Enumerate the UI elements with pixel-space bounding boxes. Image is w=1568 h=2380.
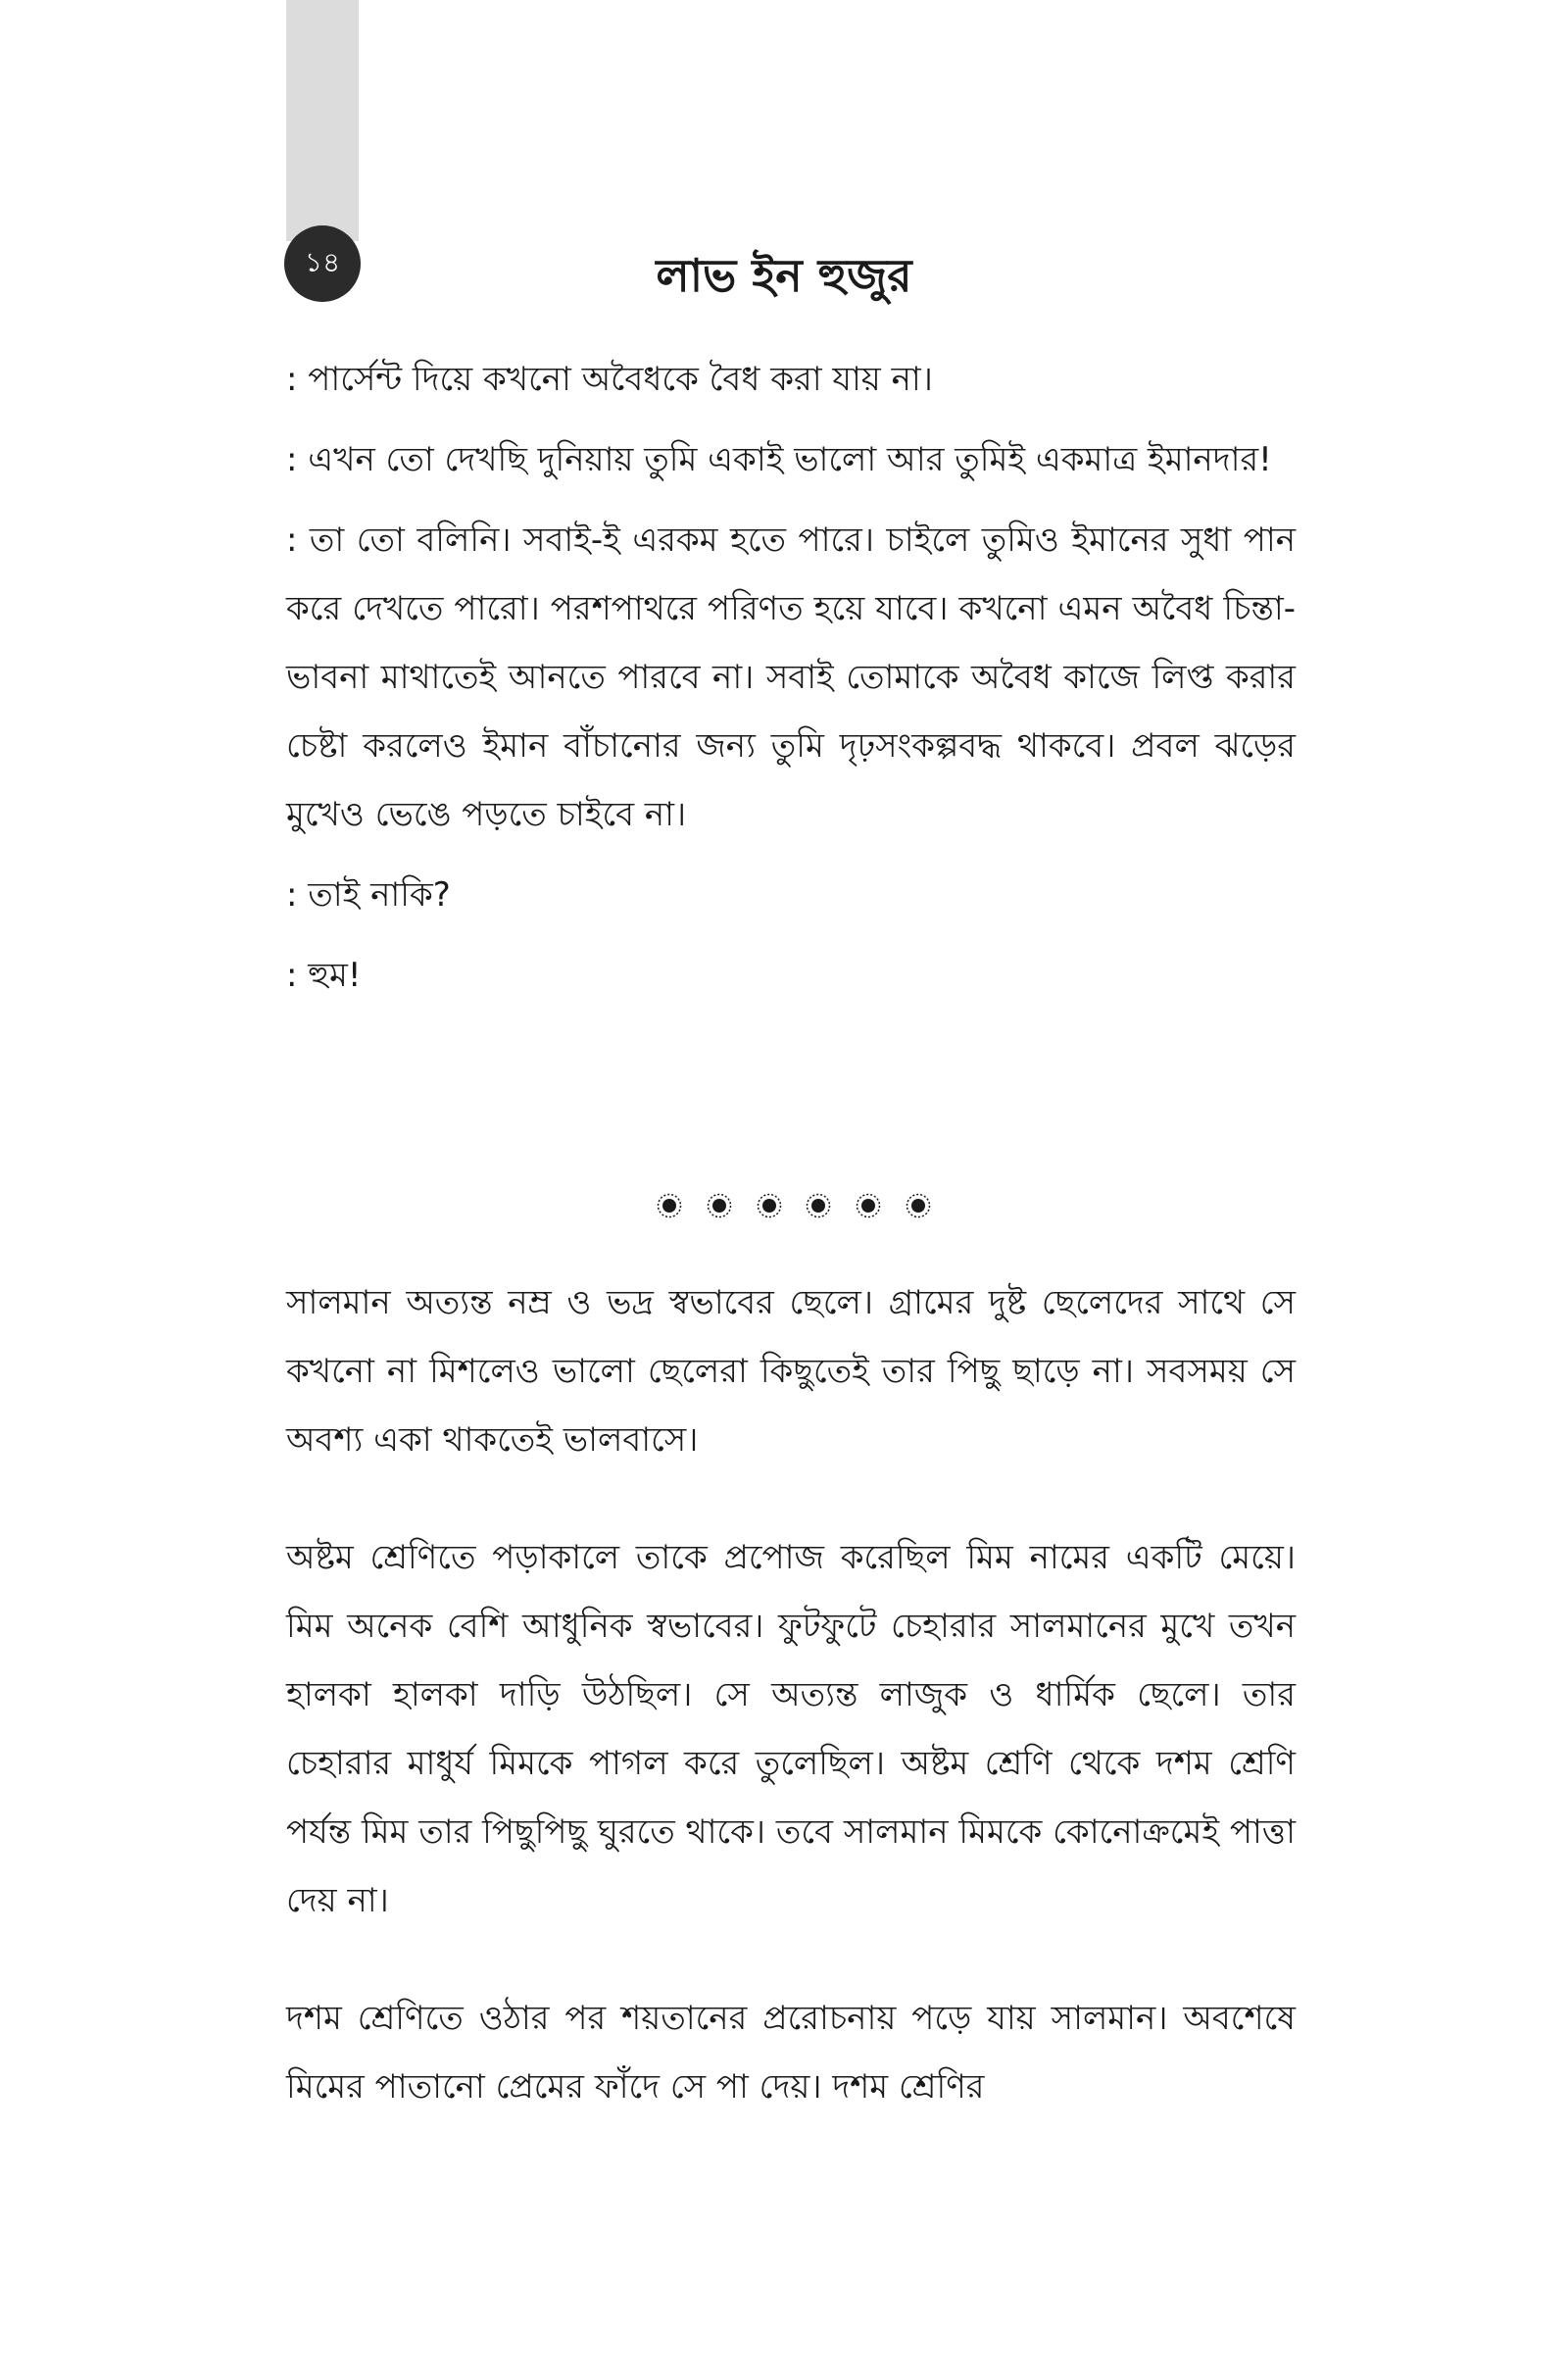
- sun-burst-icon: [707, 1193, 732, 1218]
- sun-burst-icon: [856, 1193, 881, 1218]
- narrative-paragraph: সালমান অত্যন্ত নম্র ও ভদ্র স্বভাবের ছেলে। গ্রামের দুষ্ট ছেলেদের সাথে সে কখনো না মিশলেও ভালো ছেলেরা কিছুতেই তার পিছু ছাড়ে না। সবসময় সে অবশ্য একা থাকতেই ভালবাসে।: [286, 1283, 1296, 1460]
- dialogue-line: : এখন তো দেখছি দুনিয়ায় তুমি একাই ভালো আর তুমিই একমাত্র ইমানদার!: [286, 440, 1272, 479]
- sun-burst-icon: [906, 1193, 931, 1218]
- dialogue-line: : হুম!: [286, 956, 362, 995]
- sun-burst-icon: [757, 1193, 782, 1218]
- page-number: ১৪: [304, 245, 341, 278]
- page-number-badge: [284, 225, 361, 302]
- page-tab-strip: [286, 0, 359, 241]
- sun-burst-icon: [806, 1193, 831, 1218]
- running-title: লাভ ইন হুজুর: [656, 249, 912, 302]
- narrative-paragraph: দশম শ্রেণিতে ওঠার পর শয়তানের প্ররোচনায় পড়ে যায় সালমান। অবশেষে মিমের পাতানো প্রেমের ফাঁদে সে পা দেয়। দশম শ্রেণির: [286, 1999, 1296, 2107]
- dialogue-line: : তা তো বলিনি। সবাই-ই এরকম হতে পারে। চাইলে তুমিও ইমানের সুধা পান করে দেখতে পারো। পরশপাথরে পরিণত হয়ে যাবে। কখনো এমন অবৈধ চিন্তা-ভাবনা মাথাতেই আনতে পারবে না। সবাই তোমাকে অবৈধ কাজে লিপ্ত করার চেষ্টা করলেও ইমান বাঁচানোর জন্য তুমি দৃঢ়সংকল্পবদ্ধ থাকবে। প্রবল ঝড়ের মুখেও ভেঙে পড়তে চাইবে না।: [286, 521, 1296, 834]
- dialogue-block: [286, 345, 1296, 1010]
- narrative-paragraph: অষ্টম শ্রেণিতে পড়াকালে তাকে প্রপোজ করেছিল মিম নামের একটি মেয়ে। মিম অনেক বেশি আধুনিক স্বভাবের। ফুটফুটে চেহারার সালমানের মুখে তখন হালকা হালকা দাড়ি উঠছিল। সে অত্যন্ত লাজুক ও ধার্মিক ছেলে। তার চেহারার মাধুর্য মিমকে পাগল করে তুলেছিল। অষ্টম শ্রেণি থেকে দশম শ্রেণি পর্যন্ত মিম তার পিছুপিছু ঘুরতে থাকে। তবে সালমান মিমকে কোনোক্রমেই পাত্তা দেয় না।: [286, 1538, 1296, 1920]
- dialogue-line: : তাই নাকি?: [286, 875, 451, 915]
- sun-burst-icon: [657, 1193, 682, 1218]
- section-break-ornaments: [657, 1186, 931, 1225]
- dialogue-line: : পার্সেন্ট দিয়ে কখনো অবৈধকে বৈধ করা যায় না।: [286, 360, 933, 399]
- narrative-block: [286, 1268, 1296, 2121]
